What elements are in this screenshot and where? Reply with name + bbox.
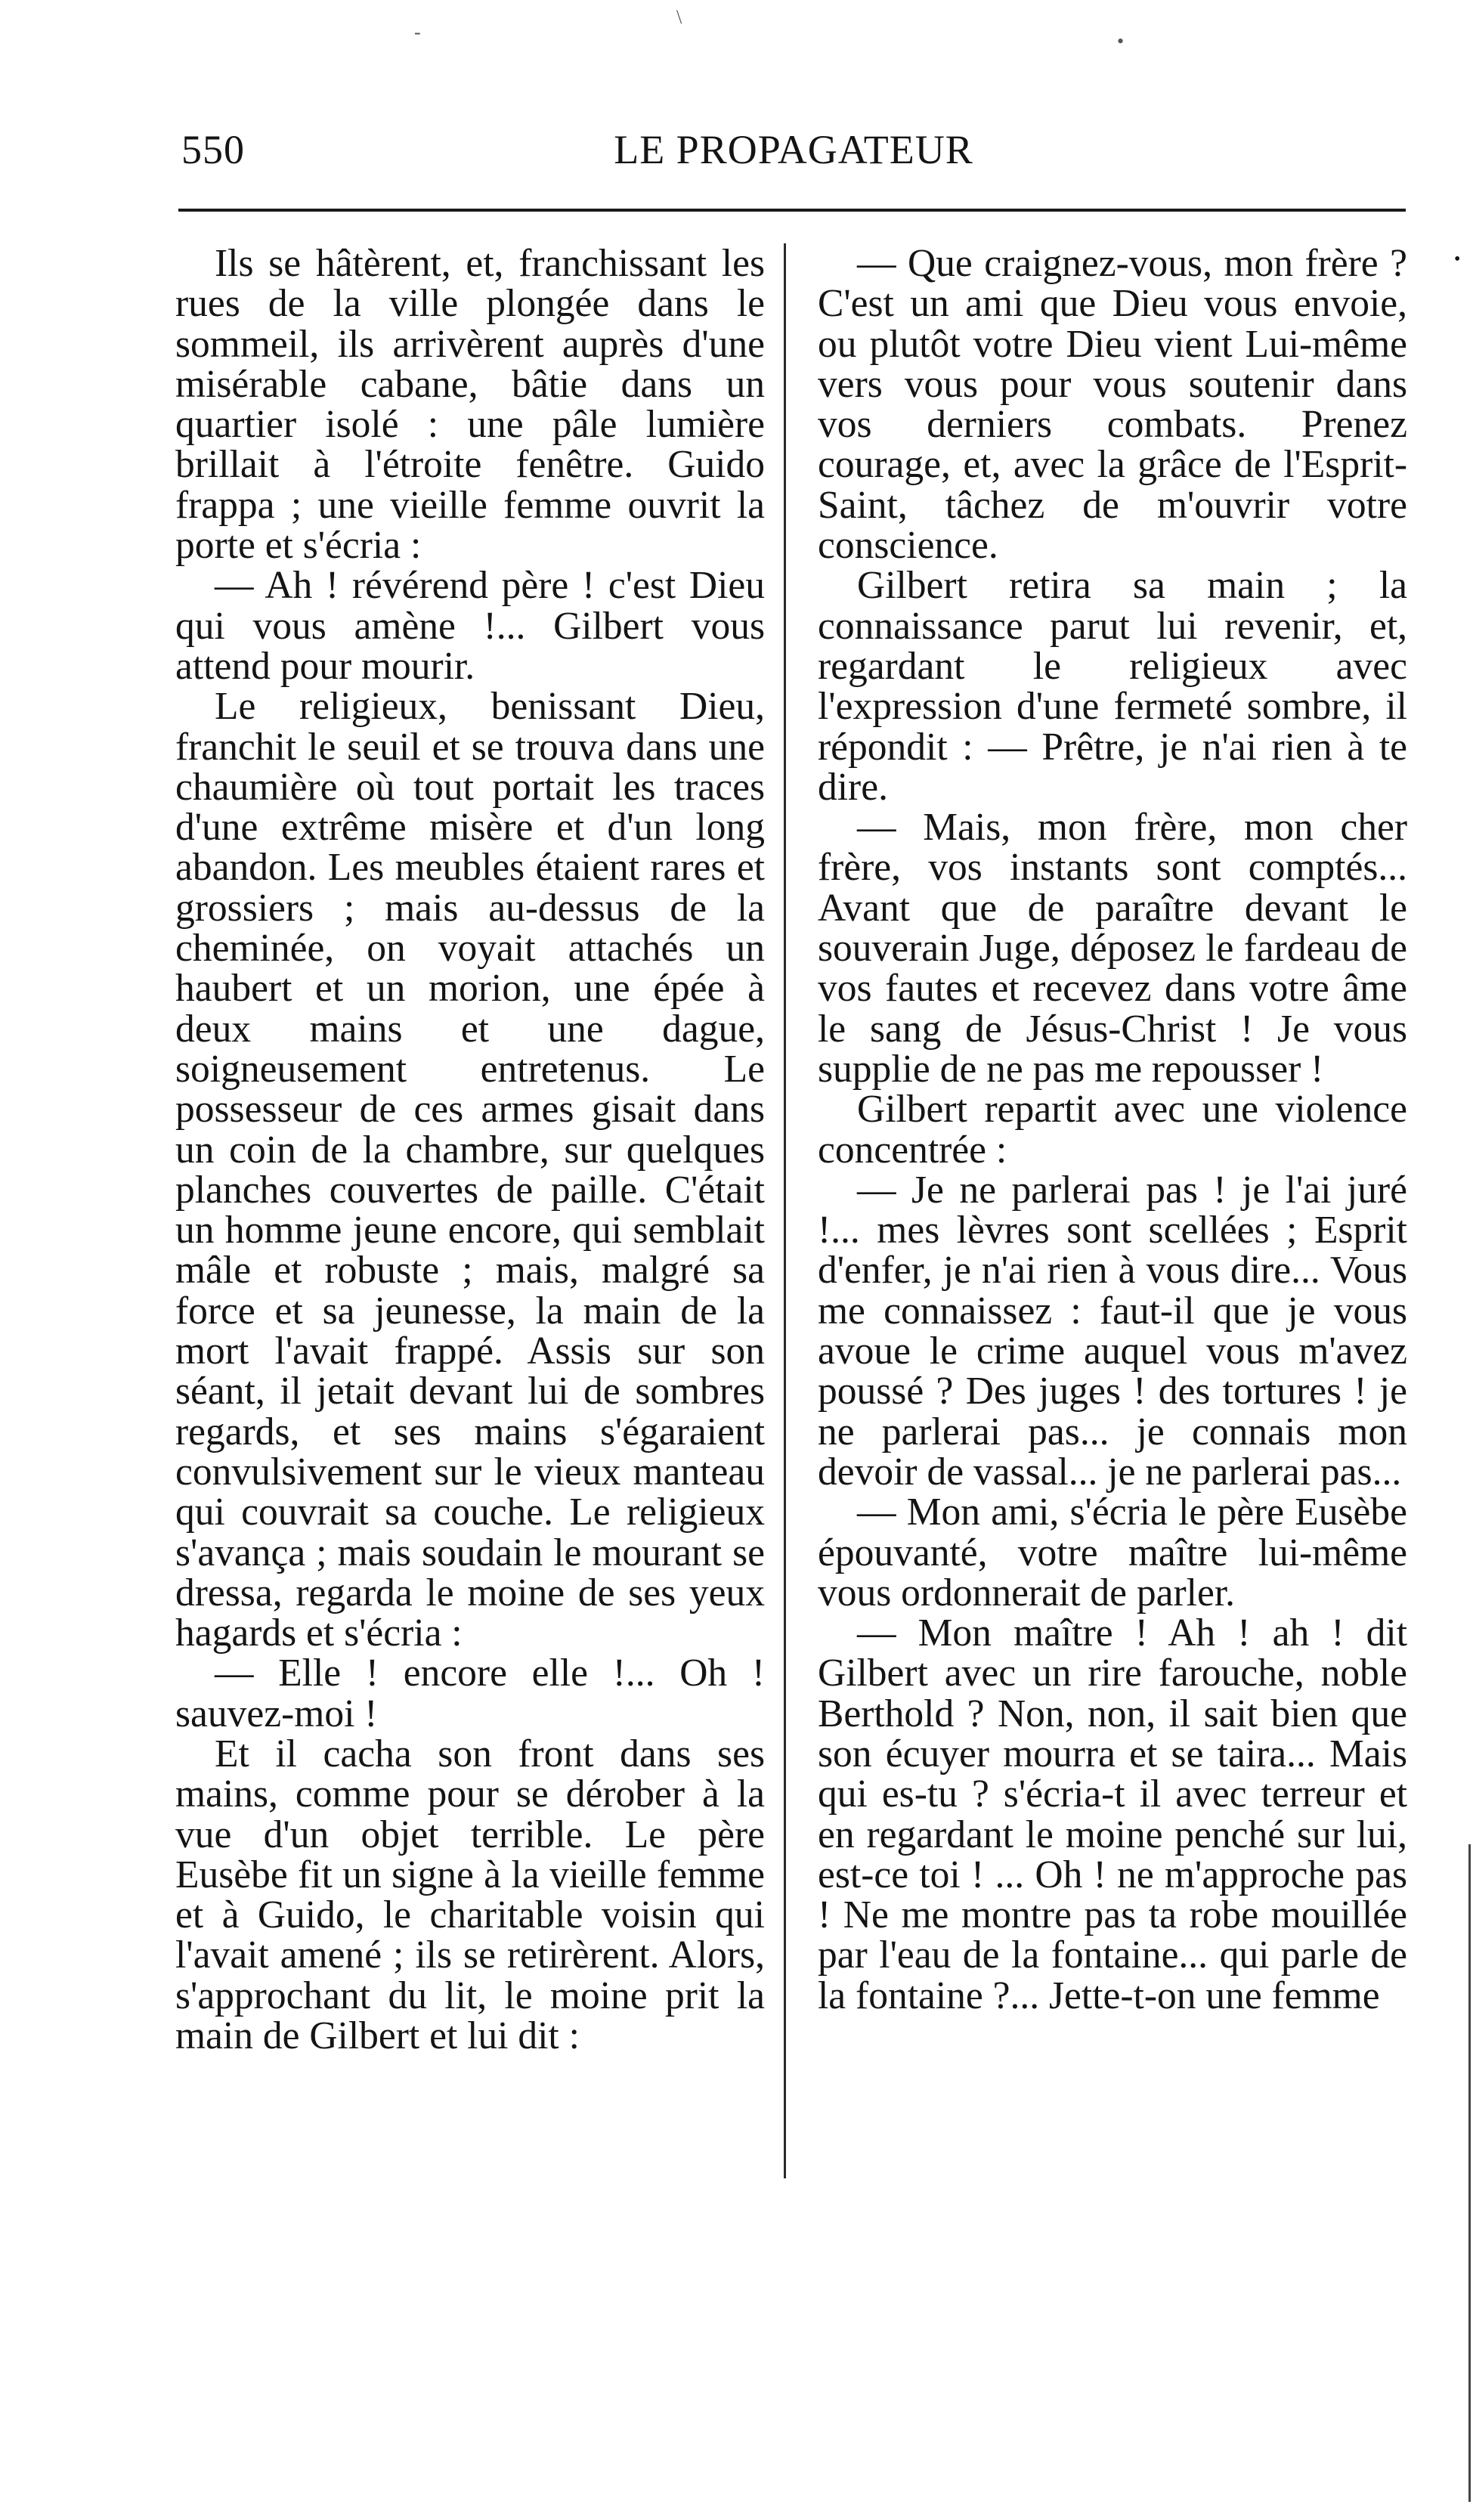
paragraph: — Je ne parlerai pas ! je l'ai juré !... mes lèvres sont scellées ; Esprit d'enfer, je n'ai rien à vous dire... Vous me connaissez : faut-il que je vous avoue le crime auquel vous m'avez poussé ? Des juges ! des tortures ! je ne parlerai pas... je connais mon devoir de vassal... je ne parlerai pas... <box>818 1168 1407 1494</box>
print-speck: • <box>1117 30 1125 52</box>
paragraph: Gilbert retira sa main ; la connaissance parut lui revenir, et, regardant le religieux avec l'expression d'une fermeté sombre, il répondit : — Prêtre, je n'ai rien à te dire. <box>818 564 1407 809</box>
page-number: 550 <box>181 127 245 172</box>
print-speck: - <box>414 21 421 43</box>
paragraph: — Mais, mon frère, mon cher frère, vos instants sont comptés... Avant que de paraître devant le souverain Juge, déposez le fardeau de vos fautes et recevez dans votre âme le sang de Jésus-Christ ! Je vous supplie de ne pas me repousser ! <box>818 806 1407 1091</box>
running-title: LE PROPAGATEUR <box>614 127 973 172</box>
paragraph: — Elle ! encore elle !... Oh ! sauvez-moi ! <box>175 1652 765 1735</box>
paragraph: — Mon ami, s'écria le père Eusèbe épouvanté, votre maître lui-même vous ordonnerait de parler. <box>818 1491 1407 1614</box>
paragraph: Le religieux, benissant Dieu, franchit le seuil et se trouva dans une chaumière où tout portait les traces d'une extrême misère et d'un long abandon. Les meubles étaient rares et grossiers ; mais au-dessus de la cheminée, on voyait attachés un haubert et un morion, une épée à deux mains et une dague, soigneusement entretenus. Le possesseur de ces armes gisait dans un coin de la chambre, sur quelques planches couvertes de paille. C'était un homme jeune encore, qui semblait mâle et robuste ; mais, malgré sa force et sa jeunesse, la main de la mort l'avait frappé. Assis sur son séant, il jetait devant lui de sombres regards, et ses mains s'égaraient convulsivement sur le vieux manteau qui couvrait sa couche. Le religieux s'avança ; mais soudain le mourant se dressa, regarda le moine de ses yeux hagards et s'écria : <box>175 685 765 1655</box>
paragraph: Ils se hâtèrent, et, franchissant les rues de la ville plongée dans le sommeil, ils arrivèrent auprès d'une misérable cabane, bâtie dans un quartier isolé : une pâle lumière brillait à l'étroite fenêtre. Guido frappa ; une vieille femme ouvrit la porte et s'écria : <box>175 242 765 568</box>
paragraph: Gilbert repartit avec une violence concentrée : <box>818 1088 1407 1172</box>
left-column <box>175 243 765 2056</box>
paragraph: — Mon maître ! Ah ! ah ! dit Gilbert avec un rire farouche, noble Berthold ? Non, non, il sait bien que son écuyer mourra et se taira... Mais qui es-tu ? s'écria-t il avec terreur et en regardant le moine penché sur lui, est-ce toi ! ... Oh ! ne m'approche pas ! Ne me montre pas ta robe mouillée par l'eau de la fontaine... qui parle de la fontaine ?... Jette-t-on une femme <box>818 1611 1407 2017</box>
column-divider <box>784 243 786 2178</box>
page-header <box>181 119 1406 180</box>
right-column <box>818 243 1407 2016</box>
margin-mark: • <box>1454 249 1461 269</box>
header-rule <box>178 209 1406 212</box>
paragraph: — Ah ! révérend père ! c'est Dieu qui vous amène !... Gilbert vous attend pour mourir. <box>175 564 765 688</box>
page-edge-shadow <box>1468 1844 1471 2502</box>
print-speck: \ <box>676 6 682 28</box>
paragraph: — Que craignez-vous, mon frère ? C'est un ami que Dieu vous envoie, ou plutôt votre Dieu vient Lui-même vers vous pour vous soutenir dans vos derniers combats. Prenez courage, et, avec la grâce de l'Esprit-Saint, tâchez de m'ouvrir votre conscience. <box>818 242 1407 568</box>
paragraph: Et il cacha son front dans ses mains, comme pour se dérober à la vue d'un objet terrible. Le père Eusèbe fit un signe à la vieille femme et à Guido, le charitable voisin qui l'avait amené ; ils se retirèrent. Alors, s'approchant du lit, le moine prit la main de Gilbert et lui dit : <box>175 1732 765 2058</box>
